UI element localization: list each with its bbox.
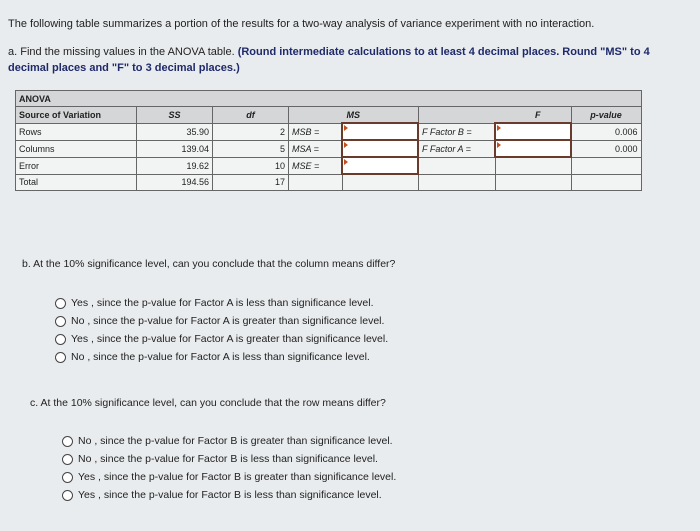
table-row	[16, 157, 642, 174]
f-factor-b-input[interactable]	[495, 123, 571, 140]
df-value: 2	[213, 123, 289, 140]
f-label: F Factor A =	[418, 140, 495, 157]
part-c-option-3[interactable]	[62, 471, 396, 483]
option-label: Yes , since the p-value for Factor A is less than significance level.	[71, 297, 374, 309]
df-value: 17	[213, 174, 289, 191]
option-label: No , since the p-value for Factor A is less than significance level.	[71, 351, 370, 363]
ms-label: MSE =	[289, 157, 343, 174]
empty-cell	[342, 174, 418, 191]
msb-input[interactable]	[342, 123, 418, 140]
table-title: ANOVA	[16, 91, 642, 107]
ms-label: MSA =	[289, 140, 343, 157]
part-a-instruction: (Round intermediate calculations to at least 4 decimal places. Round "MS" to 4 decimal places and "F" to 3 decimal places.)	[8, 46, 650, 74]
row-source: Total	[16, 174, 137, 191]
table-row	[16, 140, 642, 157]
part-b-option-2[interactable]	[55, 315, 384, 327]
row-source: Rows	[16, 123, 137, 140]
empty-cell	[418, 174, 495, 191]
radio-button[interactable]	[62, 490, 73, 501]
option-label: No , since the p-value for Factor B is less than significance level.	[78, 453, 378, 465]
option-label: Yes , since the p-value for Factor A is greater than significance level.	[71, 333, 389, 345]
p-value: 0.000	[571, 140, 641, 157]
header-df: df	[213, 107, 289, 124]
row-source: Error	[16, 157, 137, 174]
radio-button[interactable]	[62, 472, 73, 483]
intro-text: The following table summarizes a portion of the results for a two-way analysis of variance experiment with no interaction.	[8, 18, 595, 30]
empty-cell	[495, 157, 571, 174]
part-b-option-3[interactable]	[55, 333, 388, 345]
df-value: 10	[213, 157, 289, 174]
part-b-option-4[interactable]	[55, 351, 370, 363]
empty-cell	[571, 157, 641, 174]
option-label: Yes , since the p-value for Factor B is less than significance level.	[78, 489, 382, 501]
radio-button[interactable]	[55, 352, 66, 363]
ss-value: 194.56	[137, 174, 213, 191]
part-c-option-2[interactable]	[62, 453, 378, 465]
part-a-prompt	[8, 44, 688, 76]
part-c-option-4[interactable]	[62, 489, 382, 501]
ss-value: 139.04	[137, 140, 213, 157]
table-row	[16, 123, 642, 140]
part-b-option-1[interactable]	[55, 297, 374, 309]
part-c-option-1[interactable]	[62, 435, 393, 447]
ms-label: MSB =	[289, 123, 343, 140]
mse-input[interactable]	[342, 157, 418, 174]
header-ss: SS	[137, 107, 213, 124]
ss-value: 35.90	[137, 123, 213, 140]
f-factor-a-input[interactable]	[495, 140, 571, 157]
empty-cell	[495, 174, 571, 191]
part-a-label: a. Find the missing values in the ANOVA table.	[8, 46, 235, 58]
df-value: 5	[213, 140, 289, 157]
row-source: Columns	[16, 140, 137, 157]
anova-table	[15, 90, 642, 191]
option-label: No , since the p-value for Factor B is greater than significance level.	[78, 435, 393, 447]
header-f: F	[418, 107, 571, 124]
empty-cell	[418, 157, 495, 174]
empty-cell	[289, 174, 343, 191]
radio-button[interactable]	[55, 334, 66, 345]
msa-input[interactable]	[342, 140, 418, 157]
table-row	[16, 174, 642, 191]
option-label: Yes , since the p-value for Factor B is greater than significance level.	[78, 471, 397, 483]
radio-button[interactable]	[55, 298, 66, 309]
ss-value: 19.62	[137, 157, 213, 174]
empty-cell	[571, 174, 641, 191]
header-p-value: p-value	[571, 107, 641, 124]
p-value: 0.006	[571, 123, 641, 140]
header-source: Source of Variation	[16, 107, 137, 124]
radio-button[interactable]	[62, 436, 73, 447]
option-label: No , since the p-value for Factor A is greater than significance level.	[71, 315, 385, 327]
radio-button[interactable]	[62, 454, 73, 465]
f-label: F Factor B =	[418, 123, 495, 140]
part-b-question: b. At the 10% significance level, can you conclude that the column means differ?	[22, 258, 396, 270]
part-c-question: c. At the 10% significance level, can you conclude that the row means differ?	[30, 397, 386, 409]
radio-button[interactable]	[55, 316, 66, 327]
header-ms: MS	[289, 107, 419, 124]
